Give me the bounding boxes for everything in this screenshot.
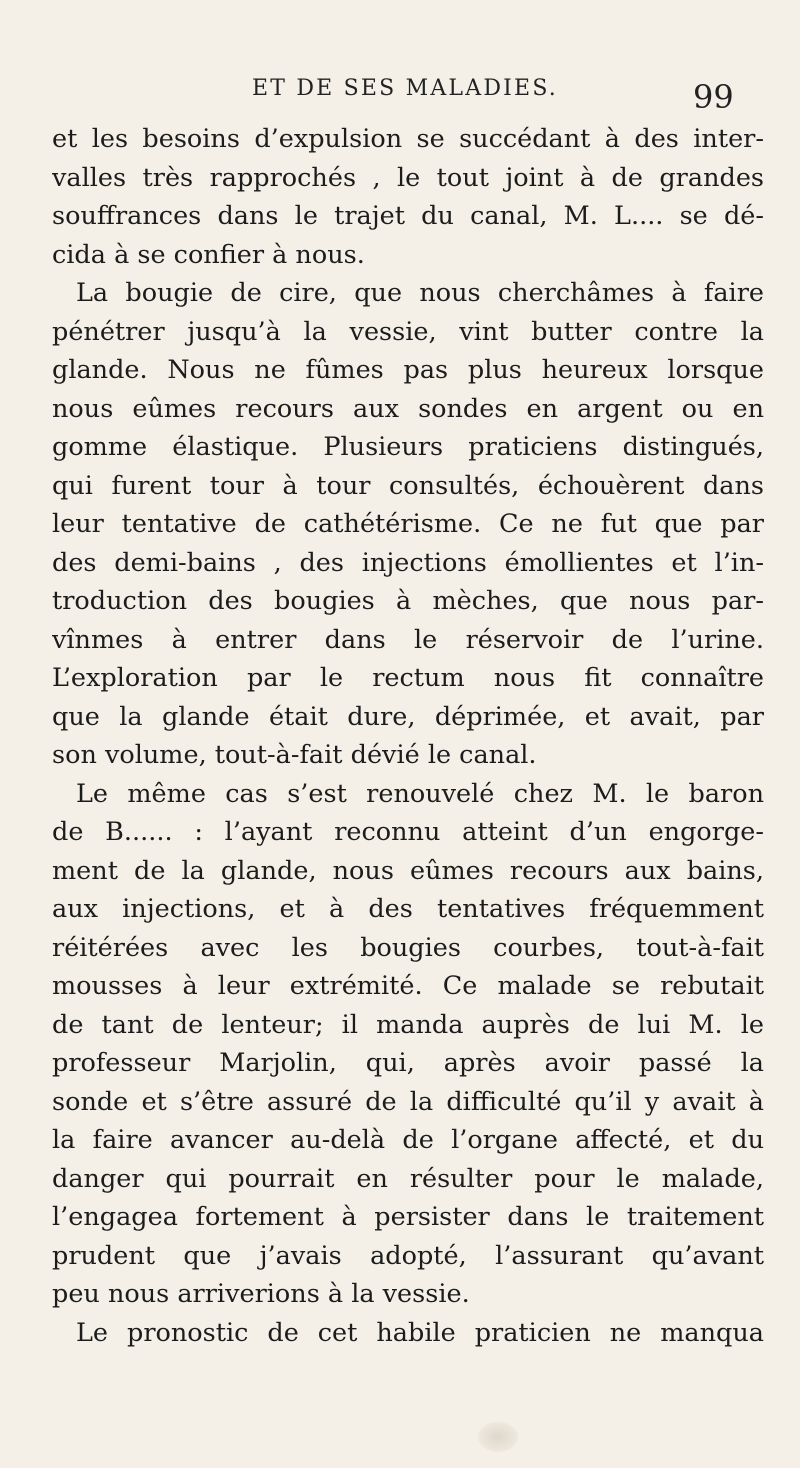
text-line: de tant de lenteur; il manda auprès de lui M. le (52, 1009, 764, 1040)
text-line: nous eûmes recours aux sondes en argent ou en (52, 393, 764, 424)
text-line: troduction des bougies à mèches, que nous par- (52, 586, 764, 616)
text-line: aux injections, et à des tentatives fréquemment (52, 894, 764, 924)
text-line: réitérées avec les bougies courbes, tout-à-fait (52, 932, 764, 963)
text-line: Le pronostic de cet habile praticien ne manqua (76, 1317, 764, 1348)
page-number: 99 (693, 78, 734, 116)
text-line: cida à se confier à nous. (52, 239, 365, 270)
text-line: ment de la glande, nous eûmes recours aux bains, (52, 855, 764, 886)
text-line: danger qui pourrait en résulter pour le malade, (52, 1163, 764, 1194)
running-head: ET DE SES MALADIES. (252, 76, 558, 101)
text-line: vînmes à entrer dans le réservoir de l’urine. (52, 624, 764, 655)
text-line: prudent que j’avais adopté, l’assurant qu’avant (52, 1240, 764, 1271)
text-line: valles très rapprochés , le tout joint à de grandes (52, 162, 764, 193)
text-line: Le même cas s’est renouvelé chez M. le baron (76, 778, 764, 809)
text-line: professeur Marjolin, qui, après avoir passé la (52, 1048, 764, 1078)
text-line: l’engagea fortement à persister dans le traitement (52, 1202, 764, 1232)
text-line: glande. Nous ne fûmes pas plus heureux lorsque (52, 355, 764, 385)
text-line: la faire avancer au-delà de l’organe affecté, et du (52, 1125, 764, 1155)
text-line: souffrances dans le trajet du canal, M. L.... se dé- (52, 201, 764, 231)
text-line: pénétrer jusqu’à la vessie, vint butter contre la (52, 316, 764, 347)
paper-stain (478, 1422, 518, 1452)
text-line: L’exploration par le rectum nous fit connaître (52, 663, 764, 693)
text-line: et les besoins d’expulsion se succédant à des inter- (52, 124, 764, 154)
text-line: son volume, tout-à-fait dévié le canal. (52, 740, 537, 770)
text-line: peu nous arriverions à la vessie. (52, 1279, 470, 1309)
text-line: gomme élastique. Plusieurs praticiens distingués, (52, 432, 764, 462)
text-line: des demi-bains , des injections émollientes et l’in- (52, 547, 764, 578)
page-header (0, 76, 800, 116)
text-line: de B...... : l’ayant reconnu atteint d’un engorge- (52, 817, 764, 847)
text-line: que la glande était dure, déprimée, et avait, par (52, 701, 764, 732)
body-text (52, 120, 764, 1352)
text-line: mousses à leur extrémité. Ce malade se rebutait (52, 971, 764, 1001)
text-line: qui furent tour à tour consultés, échouèrent dans (52, 470, 764, 501)
text-line: La bougie de cire, que nous cherchâmes à faire (76, 278, 764, 308)
text-line: leur tentative de cathétérisme. Ce ne fut que par (52, 509, 764, 539)
text-line: sonde et s’être assuré de la difficulté qu’il y avait à (52, 1086, 764, 1117)
